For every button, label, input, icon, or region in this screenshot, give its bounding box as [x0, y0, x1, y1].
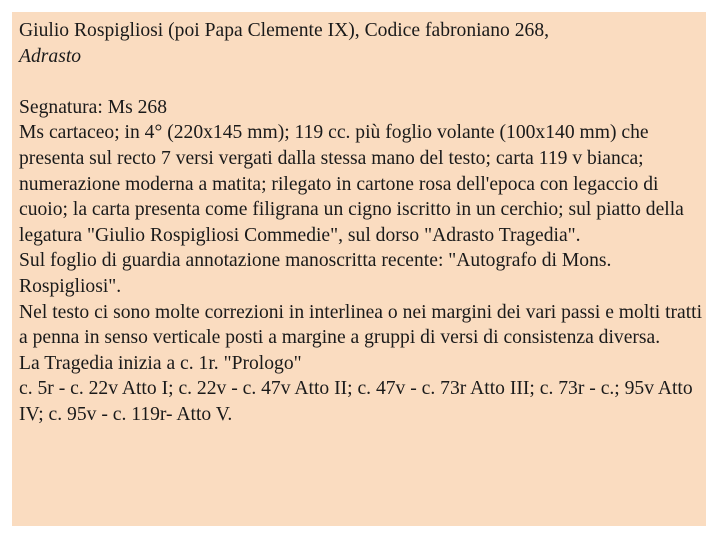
document-panel	[12, 12, 706, 526]
paragraph-acts: c. 5r - c. 22v Atto I; c. 22v - c. 47v Atto II; c. 47v - c. 73r Atto III; c. 73r - c.; 95v Atto IV; c. 95v - c. 119r- Atto V.	[19, 378, 693, 425]
title-work: Adrasto	[19, 45, 82, 67]
paragraph-corrections: Nel testo ci sono molte correzioni in interlinea o nei margini dei vari passi e molti tratti a penna in senso verticale posti a margine a gruppi di versi di consistenza diversa.	[19, 301, 703, 349]
paragraph-prologue: La Tragedia inizia a c. 1r. "Prologo"	[19, 352, 302, 374]
paragraph-description: Ms cartaceo; in 4° (220x145 mm); 119 cc. più foglio volante (100x140 mm) che presenta sul recto 7 versi vergati dalla stessa mano del testo; carta 119 v bianca; numerazione moderna a matita; rilegato in cartone rosa dell'epoca con legaccio di cuoio; la carta presenta come filigrana un cigno iscritto in un cerchio; sul piatto della legatura "Giulio Rospigliosi Commedie", sul dorso "Adrasto Tragedia".	[19, 122, 684, 246]
title-prefix: Giulio Rospigliosi (poi Papa Clemente IX), Codice fabroniano 268,	[19, 20, 550, 41]
title-spacer	[19, 69, 706, 95]
document-title	[19, 18, 706, 69]
document-body	[19, 95, 706, 428]
paragraph-segnatura: Segnatura: Ms 268	[19, 96, 168, 118]
paragraph-guard-note: Sul foglio di guardia annotazione manoscritta recente: "Autografo di Mons. Rospigliosi".	[19, 250, 612, 297]
